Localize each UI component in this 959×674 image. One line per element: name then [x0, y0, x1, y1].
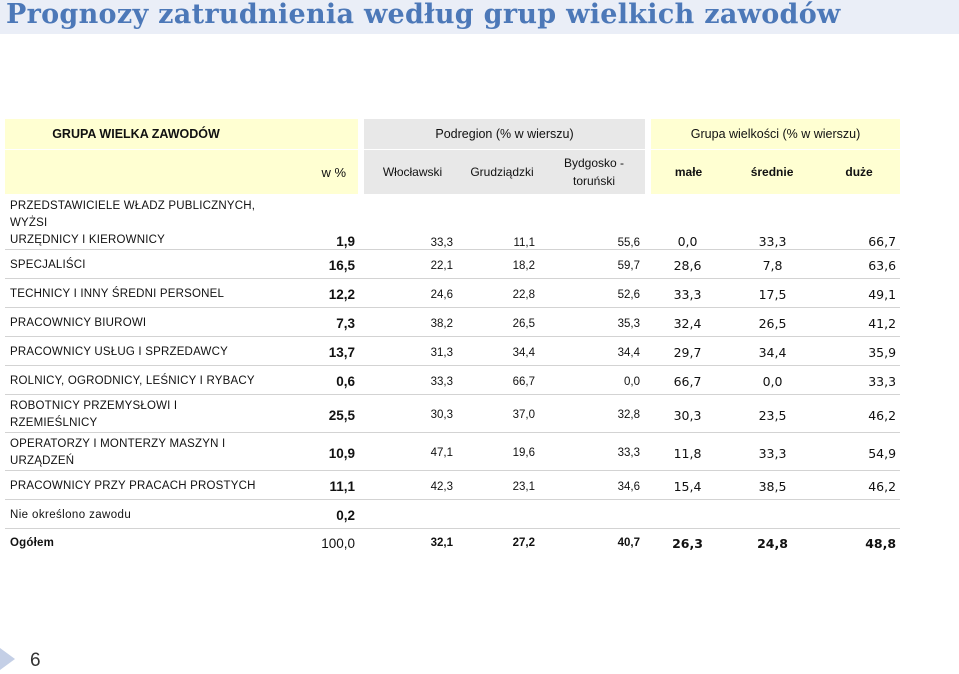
row-pct: 0,2 [267, 500, 361, 529]
total-grudziadzki: 27,2 [461, 529, 543, 555]
triangle-arrow-icon [0, 646, 15, 672]
row-bydgosko-torunski: 35,3 [543, 308, 648, 337]
total-bydgosko-torunski: 40,7 [543, 529, 648, 555]
total-label: Ogółem [5, 529, 267, 555]
row-grudziadzki: 66,7 [461, 366, 543, 395]
row-srednie: 34,4 [726, 337, 818, 366]
row-pct: 0,6 [267, 366, 361, 395]
row-empty-cell [461, 500, 543, 529]
row-grudziadzki: 18,2 [461, 250, 543, 279]
size-header-srednie: średnie [726, 150, 818, 195]
row-bydgosko-torunski: 34,6 [543, 471, 648, 500]
row-duze: 46,2 [818, 395, 900, 433]
row-bydgosko-torunski: 33,3 [543, 433, 648, 471]
region-group-header: Podregion (% w wierszu) [361, 119, 648, 150]
row-grudziadzki: 19,6 [461, 433, 543, 471]
row-label-line-2: URZĘDNICY I KIEROWNICY [10, 234, 165, 246]
row-duze: 41,2 [818, 308, 900, 337]
row-label: TECHNICY I INNY ŚREDNI PERSONEL [5, 279, 267, 308]
row-label: ROLNICY, OGRODNICY, LEŚNICY I RYBACY [5, 366, 267, 395]
row-grudziadzki: 23,1 [461, 471, 543, 500]
header-row-2 [5, 150, 900, 195]
row-empty-cell [726, 500, 818, 529]
row-duze: 54,9 [818, 433, 900, 471]
region-header-line-1: Bydgosko - [564, 156, 625, 170]
row-bydgosko-torunski: 52,6 [543, 279, 648, 308]
table-row [5, 395, 900, 433]
total-duze: 48,8 [818, 529, 900, 555]
table-row [5, 366, 900, 395]
row-pct: 7,3 [267, 308, 361, 337]
row-duze: 63,6 [818, 250, 900, 279]
table-row [5, 500, 900, 529]
row-pct: 12,2 [267, 279, 361, 308]
row-srednie: 0,0 [726, 366, 818, 395]
row-wloclawski: 33,3 [361, 195, 461, 250]
row-label-line-1: PRZEDSTAWICIELE WŁADZ PUBLICZNYCH, WYŻSI [10, 200, 256, 229]
row-grudziadzki: 37,0 [461, 395, 543, 433]
row-duze: 49,1 [818, 279, 900, 308]
size-header-male: małe [648, 150, 726, 195]
pct-column-header: w % [267, 150, 361, 195]
row-empty-cell [361, 500, 461, 529]
header-empty-cell [5, 150, 267, 195]
size-header-duze: duże [818, 150, 900, 195]
row-bydgosko-torunski: 0,0 [543, 366, 648, 395]
table-row [5, 433, 900, 471]
row-grudziadzki: 26,5 [461, 308, 543, 337]
row-label: PRACOWNICY PRZY PRACACH PROSTYCH [5, 471, 267, 500]
row-pct: 13,7 [267, 337, 361, 366]
row-srednie: 23,5 [726, 395, 818, 433]
row-srednie: 33,3 [726, 433, 818, 471]
row-male: 33,3 [648, 279, 726, 308]
row-male: 0,0 [648, 195, 726, 250]
row-label: Nie określono zawodu [5, 500, 267, 529]
row-wloclawski: 38,2 [361, 308, 461, 337]
row-wloclawski: 31,3 [361, 337, 461, 366]
row-duze: 46,2 [818, 471, 900, 500]
region-header-wloclawski: Włocławski [361, 150, 461, 195]
row-grudziadzki: 22,8 [461, 279, 543, 308]
row-bydgosko-torunski: 32,8 [543, 395, 648, 433]
row-pct: 25,5 [267, 395, 361, 433]
employment-table [5, 119, 900, 554]
row-duze: 35,9 [818, 337, 900, 366]
row-bydgosko-torunski: 55,6 [543, 195, 648, 250]
region-header-line-2: toruński [573, 174, 616, 188]
row-bydgosko-torunski: 34,4 [543, 337, 648, 366]
table-row [5, 250, 900, 279]
table-row [5, 308, 900, 337]
row-wloclawski: 30,3 [361, 395, 461, 433]
row-male: 15,4 [648, 471, 726, 500]
row-wloclawski: 47,1 [361, 433, 461, 471]
region-header-bydgosko-torunski [543, 150, 648, 195]
row-wloclawski: 33,3 [361, 366, 461, 395]
header-row-1 [5, 119, 900, 150]
row-male: 66,7 [648, 366, 726, 395]
row-pct: 16,5 [267, 250, 361, 279]
total-male: 26,3 [648, 529, 726, 555]
group-column-header: GRUPA WIELKA ZAWODÓW [5, 119, 267, 150]
row-wloclawski: 22,1 [361, 250, 461, 279]
table-row [5, 279, 900, 308]
row-pct: 10,9 [267, 433, 361, 471]
row-pct: 1,9 [267, 195, 361, 250]
slide-number: 6 [30, 650, 41, 671]
row-label: ROBOTNICY PRZEMYSŁOWI I RZEMIEŚLNICY [5, 395, 267, 433]
table-row [5, 195, 900, 250]
row-pct: 11,1 [267, 471, 361, 500]
row-label: PRACOWNICY BIUROWI [5, 308, 267, 337]
table-row [5, 337, 900, 366]
total-wloclawski: 32,1 [361, 529, 461, 555]
region-header-grudziadzki: Grudziądzki [461, 150, 543, 195]
row-grudziadzki: 11,1 [461, 195, 543, 250]
row-srednie: 17,5 [726, 279, 818, 308]
row-empty-cell [818, 500, 900, 529]
row-male: 11,8 [648, 433, 726, 471]
page-title: Prognozy zatrudnienia według grup wielkich zawodów [6, 0, 841, 30]
total-srednie: 24,8 [726, 529, 818, 555]
row-bydgosko-torunski: 59,7 [543, 250, 648, 279]
row-srednie: 38,5 [726, 471, 818, 500]
row-wloclawski: 42,3 [361, 471, 461, 500]
total-pct: 100,0 [267, 529, 361, 555]
row-empty-cell [648, 500, 726, 529]
row-srednie: 26,5 [726, 308, 818, 337]
row-wloclawski: 24,6 [361, 279, 461, 308]
total-row [5, 529, 900, 555]
row-male: 32,4 [648, 308, 726, 337]
row-srednie: 7,8 [726, 250, 818, 279]
row-duze: 66,7 [818, 195, 900, 250]
row-male: 28,6 [648, 250, 726, 279]
size-group-header: Grupa wielkości (% w wierszu) [648, 119, 900, 150]
row-label [5, 195, 267, 250]
table-row [5, 471, 900, 500]
row-empty-cell [543, 500, 648, 529]
row-grudziadzki: 34,4 [461, 337, 543, 366]
row-label: SPECJALIŚCI [5, 250, 267, 279]
row-duze: 33,3 [818, 366, 900, 395]
row-male: 29,7 [648, 337, 726, 366]
row-label: OPERATORZY I MONTERZY MASZYN I URZĄDZEŃ [5, 433, 267, 471]
row-srednie: 33,3 [726, 195, 818, 250]
row-label: PRACOWNICY USŁUG I SPRZEDAWCY [5, 337, 267, 366]
header-empty-cell [267, 119, 361, 150]
row-male: 30,3 [648, 395, 726, 433]
